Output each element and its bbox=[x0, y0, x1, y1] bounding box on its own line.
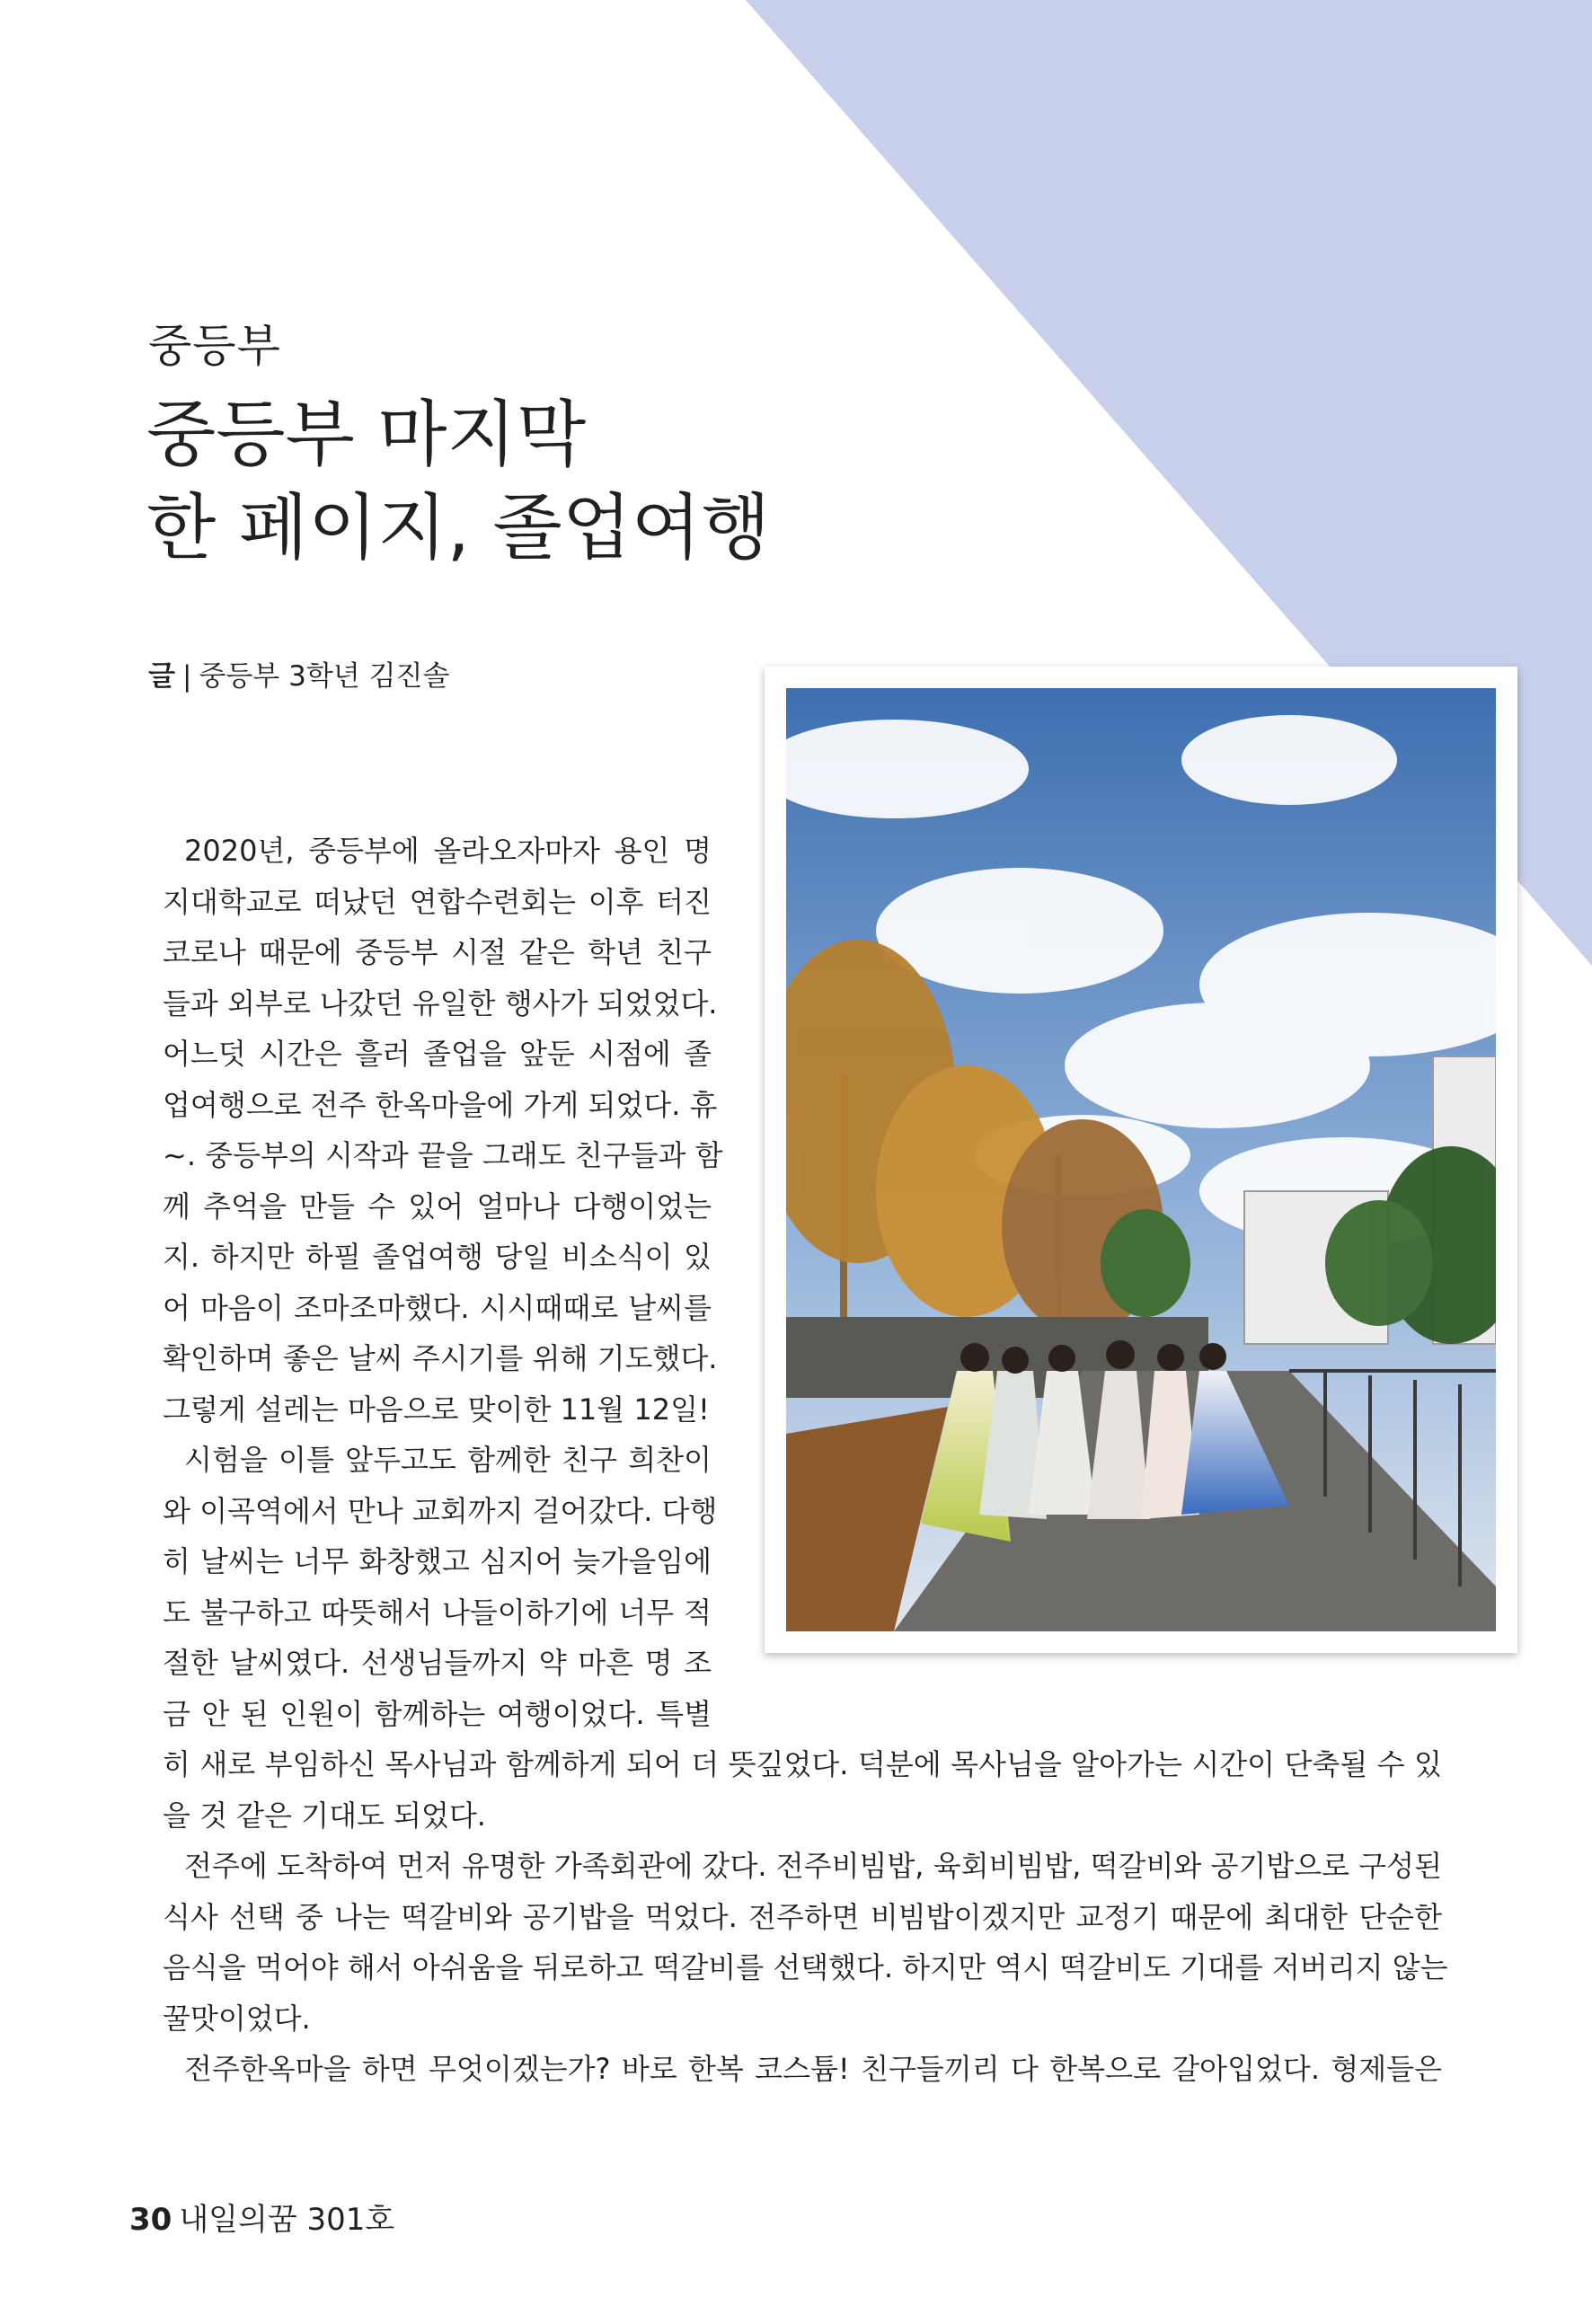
body-line: ~. 중등부의 시작과 끝을 그래도 친구들과 함 bbox=[163, 1138, 723, 1172]
body-line: 그렇게 설레는 마음으로 맞이한 11월 12일! bbox=[163, 1392, 710, 1427]
body-line: 업여행으로 전주 한옥마을에 가게 되었다. 휴 bbox=[163, 1088, 718, 1122]
body-line: 히 새로 부임하신 목사님과 함께하게 되어 더 뜻깊었다. 덕분에 목사님을 알아가는 시간이 단축될 수 있 bbox=[163, 1747, 1442, 1781]
body-line: 와 이곡역에서 만나 교회까지 걸어갔다. 다행 bbox=[163, 1494, 718, 1528]
body-line: 지. 하지만 하필 졸업여행 당일 비소식이 있 bbox=[163, 1240, 712, 1274]
page-footer bbox=[129, 2195, 394, 2239]
title-line-2: 한 페이지, 졸업여행 bbox=[146, 486, 771, 570]
section-label: 중등부 bbox=[148, 320, 281, 372]
body-line: 확인하며 좋은 날씨 주시기를 위해 기도했다. bbox=[163, 1341, 718, 1375]
body-line: 전주에 도착하여 먼저 유명한 가족회관에 갔다. 전주비빔밥, 육회비빔밥, 떡갈비와 공기밥으로 구성된 bbox=[184, 1849, 1442, 1883]
page-title bbox=[146, 388, 771, 575]
page-number: 30 bbox=[129, 2202, 172, 2238]
magazine-issue: 내일의꿈 301호 bbox=[179, 2202, 395, 2238]
body-line: 식사 선택 중 나는 떡갈비와 공기밥을 먹었다. 전주하면 비빔밥이겠지만 교정기 때문에 최대한 단순한 bbox=[163, 1900, 1442, 1934]
group-photo-hanbok-icon bbox=[786, 688, 1496, 1631]
body-line: 히 날씨는 너무 화창했고 심지어 늦가을임에 bbox=[163, 1544, 712, 1578]
body-line: 지대학교로 떠났던 연합수련회는 이후 터진 bbox=[163, 885, 712, 919]
title-line-1: 중등부 마지막 bbox=[146, 393, 587, 476]
body-line: 어느덧 시간은 흘러 졸업을 앞둔 시점에 졸 bbox=[163, 1037, 712, 1071]
byline-separator: | bbox=[181, 660, 192, 693]
body-line: 금 안 된 인원이 함께하는 여행이었다. 특별 bbox=[163, 1697, 712, 1731]
group-photo-frame bbox=[765, 667, 1517, 1653]
body-line: 께 추억을 만들 수 있어 얼마나 다행이었는 bbox=[163, 1189, 712, 1224]
body-line: 꿀맛이었다. bbox=[163, 2001, 311, 2036]
body-line: 전주한옥마을 하면 무엇이겠는가? 바로 한복 코스튬! 친구들끼리 다 한복으로 갈아입었다. 형제들은 bbox=[184, 2052, 1442, 2086]
byline-author: 중등부 3학년 김진솔 bbox=[199, 660, 450, 693]
body-line: 음식을 먹어야 해서 아쉬움을 뒤로하고 떡갈비를 선택했다. 하지만 역시 떡갈비도 기대를 저버리지 않는 bbox=[163, 1950, 1448, 1984]
body-line: 2020년, 중등부에 올라오자마자 용인 명 bbox=[184, 834, 712, 868]
body-line: 도 불구하고 따뜻해서 나들이하기에 너무 적 bbox=[163, 1595, 712, 1630]
body-line: 을 것 같은 기대도 되었다. bbox=[163, 1798, 486, 1833]
body-line: 들과 외부로 나갔던 유일한 행사가 되었었다. bbox=[163, 986, 718, 1021]
byline-label: 글 bbox=[148, 660, 175, 693]
body-line: 시험을 이틀 앞두고도 함께한 친구 희찬이 bbox=[184, 1443, 712, 1477]
body-line: 절한 날씨였다. 선생님들까지 약 마흔 명 조 bbox=[163, 1646, 712, 1680]
byline bbox=[148, 653, 449, 694]
body-line: 어 마음이 조마조마했다. 시시때때로 날씨를 bbox=[163, 1291, 712, 1325]
body-line: 코로나 때문에 중등부 시절 같은 학년 친구 bbox=[163, 935, 712, 969]
